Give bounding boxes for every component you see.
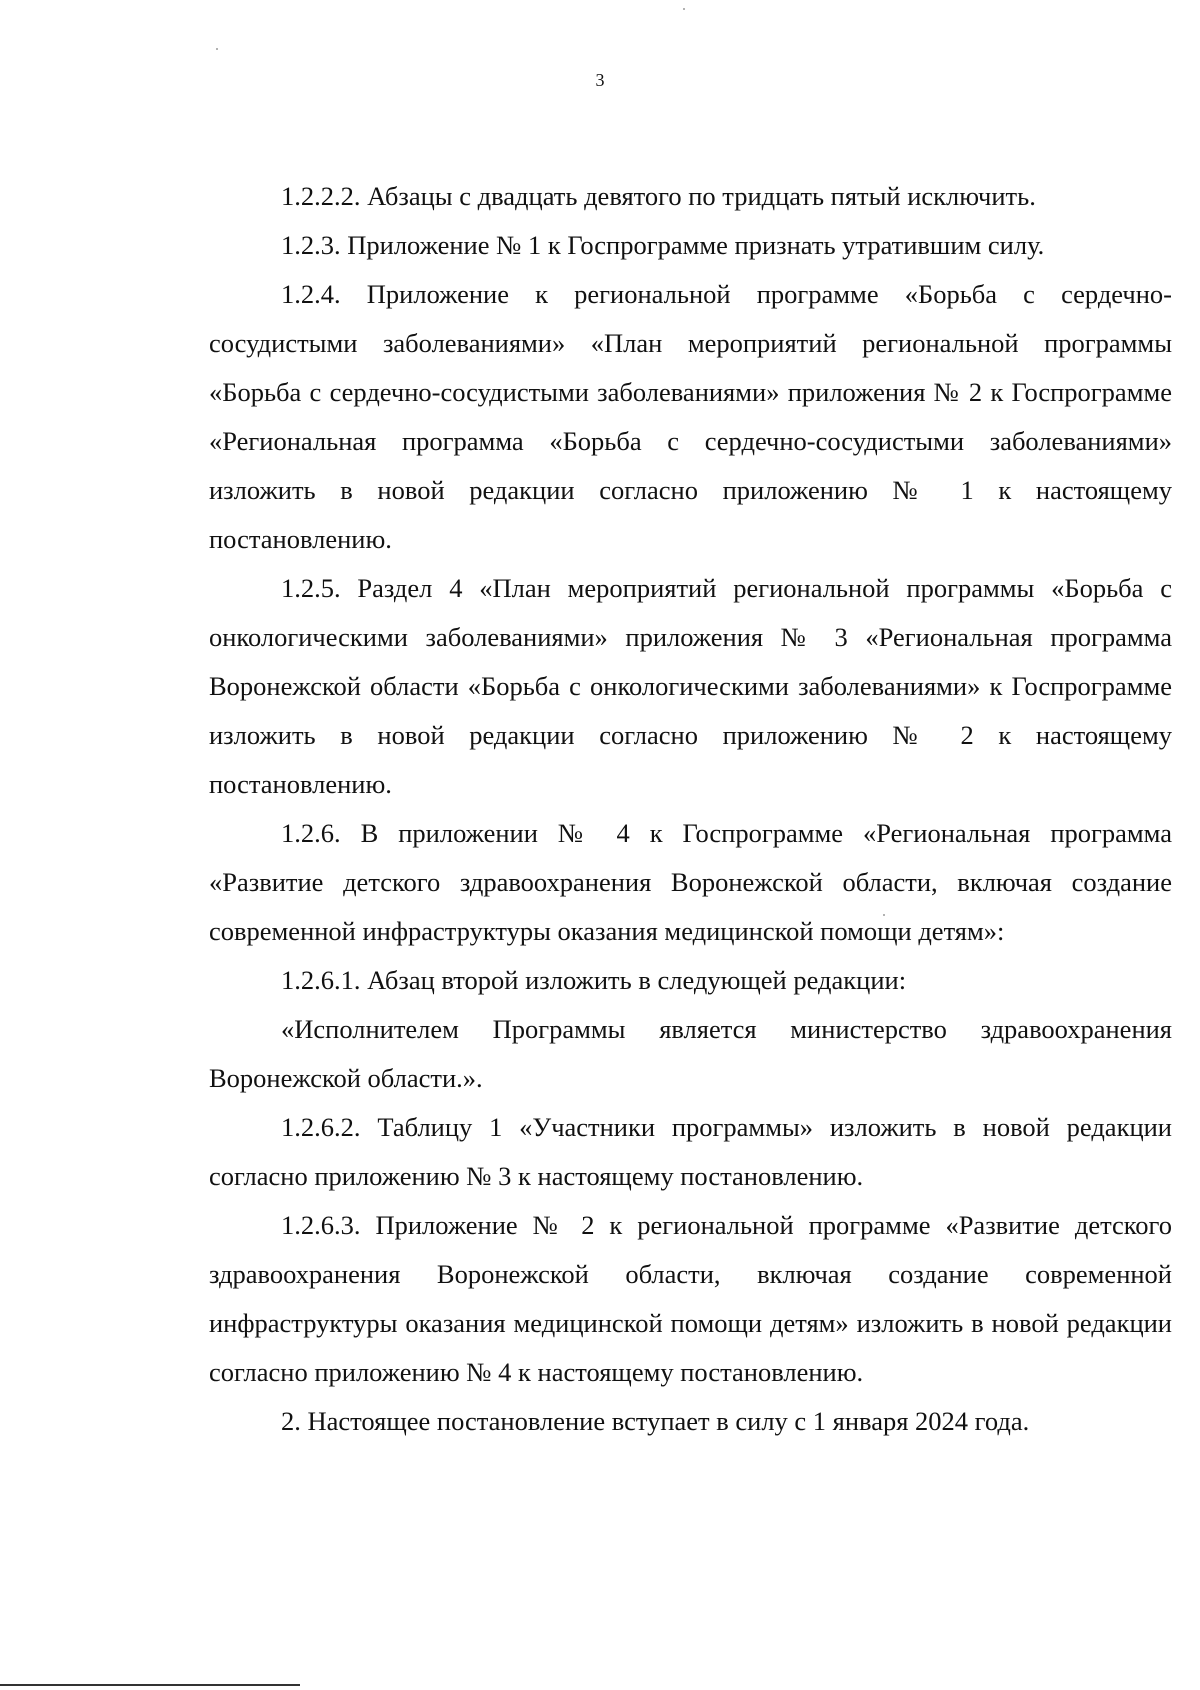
paragraph-1-2-6-2: 1.2.6.2. Таблицу 1 «Участники программы» изложить в новой редакции согласно приложению № 3 к настоящему постановлению. <box>209 1112 1172 1191</box>
paragraph-2: 2. Настоящее постановление вступает в силу с 1 января 2024 года. <box>281 1406 1030 1436</box>
footer-rule <box>0 1684 300 1686</box>
scan-speck <box>683 8 685 10</box>
page-number: 3 <box>595 70 605 90</box>
paragraph-1-2-4: 1.2.4. Приложение к региональной программе «Борьба с сердечно-сосудистыми заболеваниями» «План мероприятий региональной программы «Борьба с сердечно-сосудистыми заболеваниями» приложения № 2 к Госпрограмме «Региональная программа «Борьба с сердечно-сосудистыми заболеваниями» изложить в новой редакции согласно приложению № 1 к настоящему постановлению. <box>209 279 1172 554</box>
paragraph-1-2-3: 1.2.3. Приложение № 1 к Госпрограмме признать утратившим силу. <box>281 230 1045 260</box>
paragraph-1-2-6-1: 1.2.6.1. Абзац второй изложить в следующей редакции: <box>281 965 907 995</box>
paragraph-1-2-2-2: 1.2.2.2. Абзацы с двадцать девятого по тридцать пятый исключить. <box>281 181 1036 211</box>
document-body <box>209 172 1172 1446</box>
scan-speck <box>216 48 218 50</box>
paragraph-1-2-5: 1.2.5. Раздел 4 «План мероприятий региональной программы «Борьба с онкологическими заболеваниями» приложения № 3 «Региональная программа Воронежской области «Борьба с онкологическими заболеваниями» к Госпрограмме изложить в новой редакции согласно приложению № 2 к настоящему постановлению. <box>209 573 1172 799</box>
paragraph-quote: «Исполнителем Программы является министерство здравоохранения Воронежской области.». <box>209 1014 1172 1093</box>
paragraph-1-2-6: 1.2.6. В приложении № 4 к Госпрограмме «Региональная программа «Развитие детского здравоохранения Воронежской области, включая создание современной инфраструктуры оказания медицинской помощи детям»: <box>209 818 1172 946</box>
paragraph-1-2-6-3: 1.2.6.3. Приложение № 2 к региональной программе «Развитие детского здравоохранения Воронежской области, включая создание современной инфраструктуры оказания медицинской помощи детям» изложить в новой редакции согласно приложению № 4 к настоящему постановлению. <box>209 1210 1172 1387</box>
